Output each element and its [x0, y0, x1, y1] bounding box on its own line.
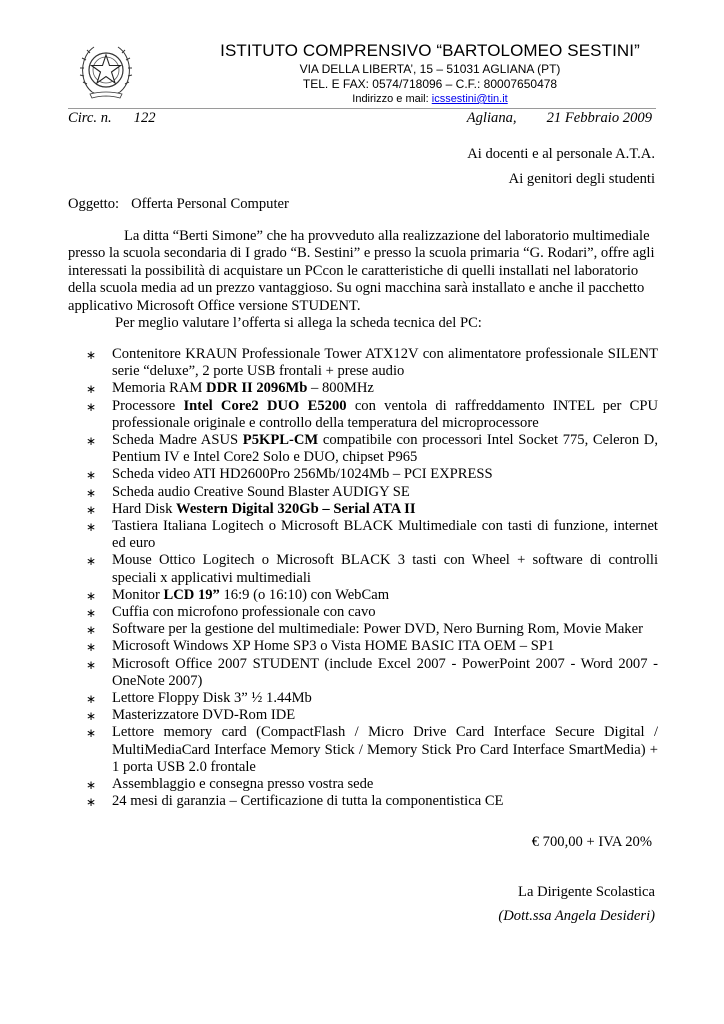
place-date: [467, 110, 652, 127]
spec-item-segment: Processore: [112, 397, 184, 414]
bullet-asterisk-icon: ∗: [86, 726, 97, 741]
spec-item-bold: Intel Core2 DUO E5200: [183, 397, 347, 414]
bullet-asterisk-icon: ∗: [86, 657, 97, 672]
spec-item-text: [112, 690, 658, 707]
recipient-staff: Ai docenti e al personale A.T.A.: [467, 146, 655, 162]
intro-paragraph: La ditta “Berti Simone” che ha provveduto alla realizzazione del laboratorio multimediale presso la scuola secondaria di I grado “B. Sestini” e presso la scuola primaria “G. Rodari”, offre agli interessati la possibilità di acquistare un PCcon le caratteristiche di quelli installati nel laboratorio della scuola media ad un prezzo vantaggioso. Su ogni macchina sarà installato e anche il pacchetto applicativo Microsoft Office versione STUDENT.: [68, 228, 655, 314]
spec-item-bold: P5KPL-CM: [242, 432, 319, 449]
spec-item-segment: Mouse Ottico Logitech o Microsoft BLACK 3 tasti con Wheel + software di controlli speciali x applicativi multimediali: [112, 552, 658, 586]
spec-item-segment: con ventola di raffreddamento INTEL per CPU professionale originale e controllo della temperatura del microprocessore: [112, 397, 658, 431]
spec-item-text: [112, 776, 658, 793]
intro-text: [68, 228, 656, 332]
spec-item: [68, 380, 658, 397]
spec-item-text: [112, 621, 658, 638]
bullet-asterisk-icon: ∗: [86, 640, 97, 655]
spec-item-segment: Lettore memory card (CompactFlash / Micro Drive Card Interface Secure Digital / MultiMediaCard Interface Memory Stick / Memory Stick Pro Card Interface SmartMedia) + 1 porta USB 2.0 frontale: [112, 724, 658, 775]
spec-item-segment: – 800MHz: [307, 380, 374, 397]
spec-item-text: [112, 380, 658, 397]
spec-item-text: [112, 432, 658, 466]
bullet-asterisk-icon: ∗: [86, 382, 97, 397]
spec-item-text: [112, 707, 658, 724]
circular-number: [68, 110, 156, 127]
spec-item-text: [112, 484, 658, 501]
email-link[interactable]: icssestini@tin.it: [431, 93, 508, 105]
italian-republic-emblem-icon: [78, 40, 134, 102]
bullet-asterisk-icon: ∗: [86, 588, 97, 603]
spec-item-text: [112, 501, 658, 518]
school-email-line: [150, 92, 710, 107]
email-label: Indirizzo e mail:: [352, 93, 429, 105]
spec-item-segment: Tastiera Italiana Logitech o Microsoft BLACK Multimediale con tasti di funzione, internet ed euro: [112, 518, 658, 552]
spec-item: [68, 346, 658, 380]
bullet-asterisk-icon: ∗: [86, 554, 97, 569]
spec-item-text: [112, 346, 658, 380]
bullet-asterisk-icon: ∗: [86, 434, 97, 449]
spec-item: [68, 690, 658, 707]
spec-item-segment: Contenitore KRAUN Professionale Tower ATX12V con alimentatore professionale SILENT serie “deluxe”, 2 porte USB frontali + prese audio: [112, 346, 658, 380]
spec-item-bold: DDR II 2096Mb: [206, 380, 308, 397]
spec-item-text: [112, 587, 658, 604]
spec-item-text: [112, 604, 658, 621]
spec-item: [68, 587, 658, 604]
signature-role: La Dirigente Scolastica: [518, 884, 655, 900]
spec-item-segment: Lettore Floppy Disk 3” ½ 1.44Mb: [112, 690, 312, 707]
bullet-asterisk-icon: ∗: [86, 502, 97, 517]
recipient-parents: Ai genitori degli studenti: [508, 171, 655, 187]
bullet-asterisk-icon: ∗: [86, 778, 97, 793]
bullet-asterisk-icon: ∗: [86, 709, 97, 724]
signature-name: (Dott.ssa Angela Desideri): [498, 908, 655, 924]
date: 21 Febbraio 2009: [546, 110, 652, 126]
spec-item: [68, 466, 658, 483]
subject-label: Oggetto:: [68, 196, 120, 212]
spec-item-text: [112, 518, 658, 552]
spec-item: [68, 501, 658, 518]
circular-value: 122: [133, 110, 156, 126]
spec-item-segment: Memoria RAM: [112, 380, 207, 397]
spec-item-bold: Western Digital 320Gb – Serial ATA II: [176, 500, 416, 517]
spec-item: [68, 604, 658, 621]
place: Agliana,: [466, 110, 517, 126]
spec-item: [68, 432, 658, 466]
spec-item-segment: 24 mesi di garanzia – Certificazione di tutta la componentistica CE: [112, 793, 504, 810]
header-divider: [68, 108, 656, 109]
spec-item-text: [112, 466, 658, 483]
spec-item-segment: Monitor: [112, 586, 164, 603]
spec-item-segment: Masterizzatore DVD-Rom IDE: [112, 707, 296, 724]
spec-item-bold: LCD 19”: [163, 586, 220, 603]
spec-list: [68, 346, 658, 810]
subject-value: Offerta Personal Computer: [131, 196, 289, 212]
spec-item: [68, 656, 658, 690]
spec-item: [68, 398, 658, 432]
bullet-asterisk-icon: ∗: [86, 623, 97, 638]
spec-item-text: [112, 552, 658, 586]
bullet-asterisk-icon: ∗: [86, 468, 97, 483]
bullet-asterisk-icon: ∗: [86, 348, 97, 362]
spec-item-text: [112, 398, 658, 432]
spec-item-segment: Microsoft Windows XP Home SP3 o Vista HOME BASIC ITA OEM – SP1: [112, 638, 555, 655]
bullet-asterisk-icon: ∗: [86, 692, 97, 707]
bullet-asterisk-icon: ∗: [86, 606, 97, 621]
spec-item-segment: 16:9 (o 16:10) con WebCam: [219, 586, 390, 603]
spec-item-segment: Microsoft Office 2007 STUDENT (include Excel 2007 - PowerPoint 2007 - Word 2007 - OneNote 2007): [112, 655, 658, 689]
bullet-asterisk-icon: ∗: [86, 399, 97, 414]
spec-item: [68, 776, 658, 793]
spec-item-segment: Scheda Madre ASUS: [112, 432, 243, 449]
spec-item: [68, 552, 658, 586]
spec-item-segment: Scheda video ATI HD2600Pro 256Mb/1024Mb – PCI EXPRESS: [112, 466, 493, 483]
spec-item-text: [112, 793, 658, 810]
spec-item: [68, 638, 658, 655]
bullet-asterisk-icon: ∗: [86, 795, 97, 810]
circular-label: Circ. n.: [68, 110, 112, 126]
spec-item: [68, 793, 658, 810]
school-header: [150, 40, 710, 107]
spec-item-segment: Assemblaggio e consegna presso vostra sede: [112, 776, 374, 793]
spec-item: [68, 707, 658, 724]
bullet-asterisk-icon: ∗: [86, 520, 97, 535]
spec-item-segment: Hard Disk: [112, 500, 177, 517]
spec-item: [68, 724, 658, 776]
spec-item-segment: Software per la gestione del multimediale: Power DVD, Nero Burning Rom, Movie Maker: [112, 621, 643, 638]
school-address: VIA DELLA LIBERTA’, 15 – 51031 AGLIANA (PT): [299, 62, 561, 76]
spec-item-segment: compatibile con processori Intel Socket 775, Celeron D, Pentium IV e Intel Core2 Solo e DUO, chipset P965: [112, 432, 658, 466]
spec-item-text: [112, 638, 658, 655]
spec-item: [68, 518, 658, 552]
spec-item: [68, 484, 658, 501]
spec-item-segment: Scheda audio Creative Sound Blaster AUDIGY SE: [112, 483, 410, 500]
spec-item-text: [112, 656, 658, 690]
intro-paragraph: Per meglio valutare l’offerta si allega la scheda tecnica del PC:: [115, 315, 482, 332]
subject-line: [68, 196, 289, 213]
bullet-asterisk-icon: ∗: [86, 485, 97, 500]
school-name: ISTITUTO COMPRENSIVO “BARTOLOMEO SESTINI”: [220, 41, 640, 60]
school-phone-fax: TEL. E FAX: 0574/718096 – C.F.: 80007650478: [302, 77, 558, 91]
spec-item-text: [112, 724, 658, 776]
spec-item-segment: Cuffia con microfono professionale con cavo: [112, 604, 376, 621]
price: € 700,00 + IVA 20%: [531, 834, 652, 850]
spec-item: [68, 621, 658, 638]
